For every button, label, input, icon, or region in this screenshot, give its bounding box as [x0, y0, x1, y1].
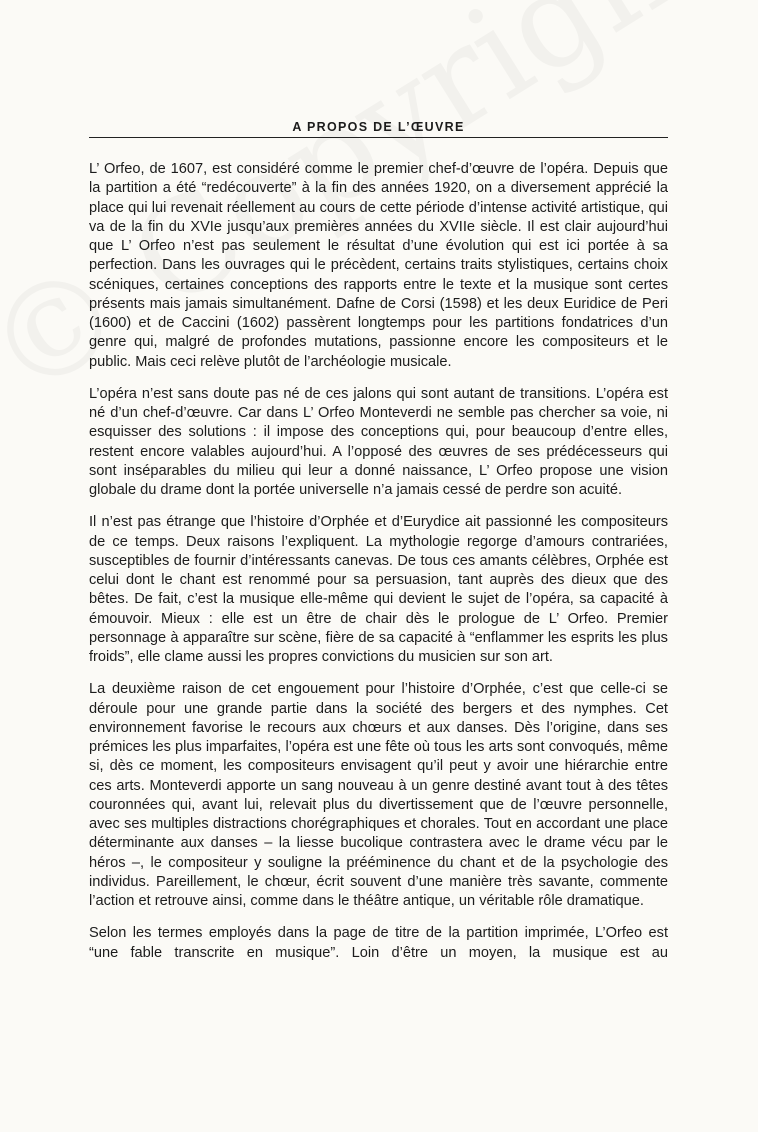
p4-line-12: individus. Pareillement, le chœur, écrit souvent d’une manière très savante,	[89, 873, 594, 890]
body-text	[89, 160, 668, 963]
p3-line-3: d’amours contrariées, susceptibles de fournir d’intéressants canevas. De tous ces	[89, 533, 668, 569]
p4-line-6: avoir une hiérarchie entre ces arts. Monteverdi apporte un sang nouveau à un	[89, 758, 668, 794]
p3-line-2: compositeurs de ce temps. Deux raisons l’expliquent. La mythologie regorge	[89, 514, 668, 550]
page-header: A PROPOS DE L’ŒUVRE	[292, 120, 465, 134]
p2-line-6: naissance, L’ Orfeo propose une vision globale du drame dont la portée	[89, 462, 669, 498]
p1-line-1: L’ Orfeo, de 1607, est considéré comme le premier chef-d’œuvre de l’opéra.	[89, 161, 589, 177]
p4-line-8: divertissement que de l’œuvre personnelle, avec ses multiples distractions	[89, 796, 669, 832]
p4-line-10: danses – la liesse bucolique contrastera avec le drame vécu par le héros –, le	[89, 835, 668, 871]
p3-line-6: devient le sujet de l’opéra, sa capacité à émouvoir. Mieux : elle est un être de	[89, 591, 668, 627]
p3-line-4: amants célèbres, Orphée est celui dont le chant est renommé pour sa persuasion,	[89, 552, 668, 588]
p3-line-5: tant auprès des dieux que des bêtes. De fait, c’est la musique elle-même qui	[89, 572, 668, 608]
paragraph-5	[89, 924, 668, 963]
p4-line-14: rôle dramatique.	[538, 893, 644, 909]
p1-line-10: de Caccini (1602) passèrent longtemps pour les partitions fondatrices d’un genre	[89, 315, 668, 351]
p4-line-5: convoqués, même si, dès ce moment, les compositeurs envisagent qu’il peut y	[89, 739, 668, 775]
p3-line-8: fière de sa capacité à “enflammer les esprits les plus froids”, elle clame aussi les	[89, 629, 668, 665]
paragraph-3	[89, 513, 668, 667]
p4-line-11: compositeur y souligne la prééminence du chant et de la psychologie des	[168, 854, 668, 871]
p4-line-1: La deuxième raison de cet engouement pour l’histoire d’Orphée, c’est que celle-ci	[89, 681, 646, 698]
p5-line-1: Selon les termes employés dans la page de titre de la partition imprimée, L’Orfeo	[89, 925, 643, 942]
paragraph-1	[89, 160, 668, 372]
p1-line-3: diversement apprécié la place qui lui revenait réellement au cours de cette	[89, 180, 669, 216]
p1-line-11: qui, malgré de profondes mutations, passionne encore les compositeurs et le	[134, 334, 669, 351]
p2-line-5: œuvres de ses prédécesseurs qui sont inséparables du milieu qui leur a donné	[89, 443, 668, 479]
p4-line-9: chorégraphiques et chorales. Tout en accordant une place déterminante aux	[89, 816, 668, 852]
p3-line-7: chair dès le prologue de L’ Orfeo. Premier personnage à apparaître sur scène,	[89, 610, 669, 646]
p1-line-6: résultat d’une évolution qui est ici portée à sa perfection. Dans les ouvrages qui	[89, 238, 668, 274]
p1-line-5: années du XVIIe siècle. Il est clair aujourd’hui que L’ Orfeo n’est pas seulement le	[89, 218, 668, 254]
p2-line-3: chercher sa voie, ni esquisser des solutions : il impose des conceptions qui, pour	[89, 405, 669, 441]
paragraph-4	[89, 680, 668, 911]
p1-line-2: Depuis que la partition a été “redécouverte” à la fin des années 1920, on a	[89, 161, 668, 197]
p4-line-3: Cet environnement favorise le recours aux chœurs et aux danses. Dès l’origine,	[89, 700, 668, 736]
p4-line-4: dans ses prémices les plus imparfaites, l’opéra est une fête où tous les arts sont	[89, 719, 668, 755]
p2-line-2: L’opéra est né d’un chef-d’œuvre. Car dans L’ Orfeo Monteverdi ne semble pas	[89, 385, 669, 421]
p1-line-8: conceptions des rapports entre le texte et la musique sont certes présents mais	[89, 276, 669, 312]
p4-line-2: se déroule pour une grande partie dans la société des bergers et des nymphes.	[89, 681, 668, 717]
p1-line-7: le précèdent, certains traits stylistiques, certains choix scéniques, certaines	[89, 257, 668, 293]
p2-line-7: universelle n’a jamais cessé de perdre son acuité.	[299, 482, 623, 498]
p3-line-9: propres convictions du musicien sur son art.	[268, 649, 553, 665]
paragraph-2	[89, 385, 668, 501]
header-rule	[89, 137, 668, 138]
p3-line-1: Il n’est pas étrange que l’histoire d’Orphée et d’Eurydice ait passionné les	[89, 514, 577, 531]
p1-line-9: jamais simultanément. Dafne de Corsi (1598) et les deux Euridice de Peri (1600) et	[89, 295, 668, 331]
p1-line-4: période d’intense activité artistique, qui va de la fin du XVIe jusqu’aux premières	[89, 199, 669, 235]
p2-line-1: L’opéra n’est sans doute pas né de ces jalons qui sont autant de transitions.	[89, 385, 591, 402]
p1-line-12: public. Mais ceci relève plutôt de l’archéologie musicale.	[89, 353, 452, 370]
p4-line-13: commente l’action et retrouve ainsi, comme dans le théâtre antique, un véritable	[89, 873, 668, 909]
p4-line-7: genre destiné avant tout à des têtes couronnées qui, avant lui, relevait plus du	[89, 777, 668, 813]
p5-line-2: est “une fable transcrite en musique”. Loin d’être un moyen, la musique est au	[89, 925, 668, 961]
p2-line-4: beaucoup d’entre elles, restent encore valables aujourd’hui. A l’opposé des	[89, 424, 668, 460]
